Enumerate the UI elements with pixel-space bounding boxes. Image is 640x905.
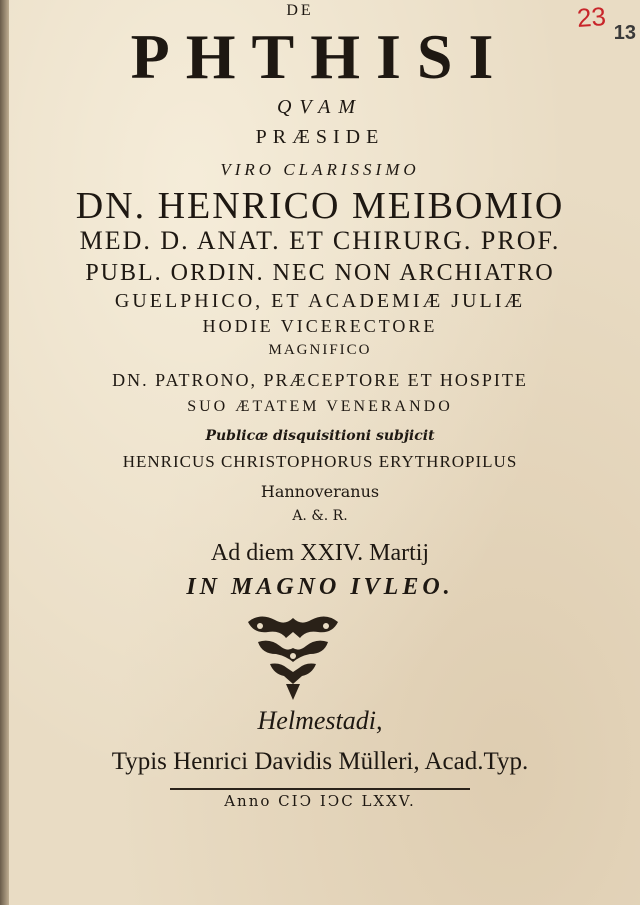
printer-ornament xyxy=(240,612,346,702)
presider-dedication-1: DN. PATRONO, PRÆCEPTORE ET HOSPITE xyxy=(112,370,528,390)
presider-title-5: MAGNIFICO xyxy=(268,342,372,358)
presider-title-1: MED. D. ANAT. ET CHIRURG. PROF. xyxy=(79,226,561,255)
subjicit-line: Publicæ disquisitioni subjicit xyxy=(205,428,435,444)
presider-title-3: GUELPHICO, ET ACADEMIÆ JULIÆ xyxy=(114,290,526,312)
respondent-name: HENRICUS CHRISTOPHORUS ERYTHROPILUS xyxy=(122,452,518,471)
disputation-date: Ad diem XXIV. Martij xyxy=(210,540,430,566)
title-quam: QVAM xyxy=(276,96,364,118)
handwritten-red-number: 23 xyxy=(576,1,607,33)
presider-dedication-2: SUO ÆTATEM VENERANDO xyxy=(187,398,453,415)
imprint-rule xyxy=(170,788,470,790)
respondent-degree: A. &. R. xyxy=(292,508,348,524)
title-praeside: PRÆSIDE xyxy=(255,126,385,148)
title-viro-clarissimo: VIRO CLARISSIMO xyxy=(220,160,420,179)
presider-title-2: PUBL. ORDIN. NEC NON ARCHIATRO xyxy=(85,260,555,286)
title-main: PHTHISI xyxy=(130,21,510,92)
imprint-year: Anno CIↃ IↃC LXXV. xyxy=(224,792,416,810)
presider-title-4: HODIE VICERECTORE xyxy=(202,316,438,336)
handwritten-corner-number: 13 xyxy=(613,22,636,44)
imprint-printer: Typis Henrici Davidis Mülleri, Acad.Typ. xyxy=(111,748,529,775)
imprint-city: Helmestadi, xyxy=(257,706,383,735)
presider-name: DN. HENRICO MEIBOMIO xyxy=(75,185,565,227)
title-de: DE xyxy=(286,2,314,19)
disputation-place: IN MAGNO IVLEO. xyxy=(186,574,454,600)
respondent-origin: Hannoveranus xyxy=(260,482,380,501)
